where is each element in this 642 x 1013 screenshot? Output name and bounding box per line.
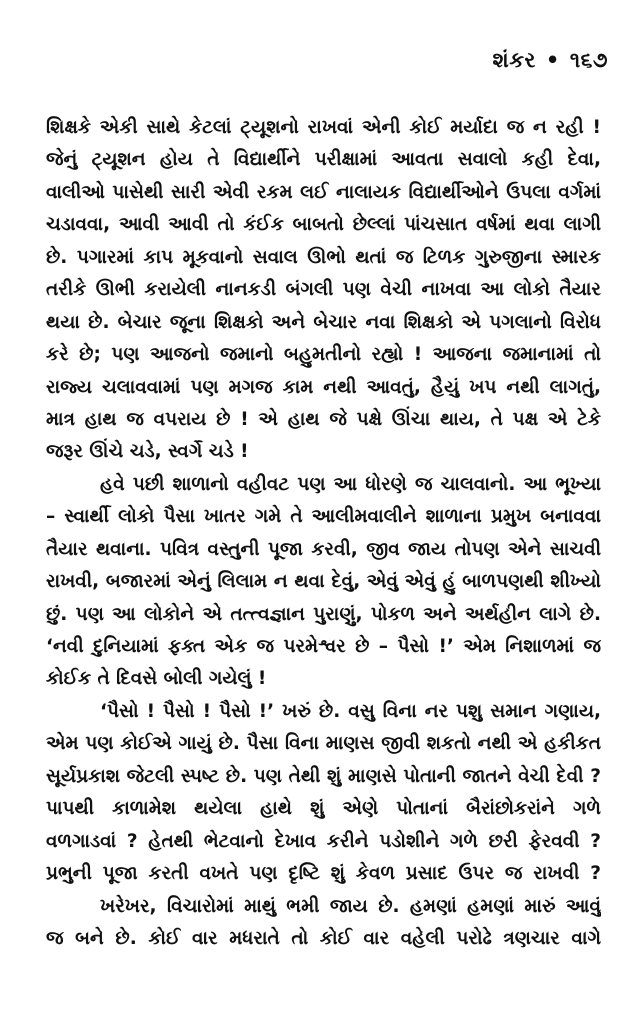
text-line: – સ્વાર્થી લોકો પૈસા ખાતર ગમે તે આલીમવાલીને શાળાના પ્રમુખ બનાવવા	[46, 506, 601, 528]
text-line: જ બને છે. કોઈ વાર મધરાતે તો કોઈ વાર વહેલી પરોઢે ત્રણચાર વાગે	[46, 927, 601, 949]
text-line: કોઈક તે દિવસે બોલી ગયેલું !	[46, 668, 267, 690]
running-head-separator: •	[545, 48, 560, 72]
text-line: છું. પણ આ લોકોને એ તત્ત્વજ્ઞાન પુરાણું, પોકળ અને અર્થહીન લાગે છે.	[46, 603, 601, 625]
text-line: સૂર્યપ્રકાશ જેટલી સ્પષ્ટ છે. પણ તેથી શું માણસે પોતાની જાતને વેચી દેવી ?	[46, 765, 601, 787]
running-head-title: શંકર	[492, 48, 536, 72]
text-line: જેનું ટ્યૂશન હોય તે વિદ્યાર્થીને પરીક્ષામાં આવતા સવાલો કહી દેવા,	[46, 149, 601, 171]
text-line: શિક્ષકે એકી સાથે કેટલાં ટ્યૂશનો રાખવાં એની કોઈ મર્યાદા જ ન રહી !	[46, 117, 601, 138]
text-line: થયા છે. બેચાર જૂના શિક્ષકો અને બેચાર નવા શિક્ષકો એ પગલાનો વિરોધ	[46, 311, 601, 333]
text-line: છે. પગારમાં કાપ મૂકવાનો સવાલ ઊભો થતાં જ ટિળક ગુરુજીના સ્મારક	[46, 246, 601, 268]
text-line: ખરેખર, વિચારોમાં માથું ભમી જાય છે. હમણાં હમણાં મારું આવું	[100, 895, 601, 917]
page-number: ૧૬૭	[569, 48, 608, 72]
text-line: ચડાવવા, આવી આવી તો કંઈક બાબતો છેલ્લાં પાંચસાત વર્ષમાં થવા લાગી	[46, 214, 601, 236]
text-line: ‘નવી દુનિયામાં ફક્ત એક જ પરમેશ્વર છે – પૈસો !’ એમ નિશાળમાં જ	[46, 636, 601, 657]
text-line: જરૂર ઊંચે ચડે, સ્વર્ગે ચડે !	[46, 441, 249, 463]
text-line: કરે છે; પણ આજનો જમાનો બહુમતીનો રહ્યો ! આજના જમાનામાં તો	[46, 344, 601, 366]
text-line: એમ પણ કોઈએ ગાયું છે. પૈસા વિના માણસ જીવી શકતો નથી એ હકીકત	[46, 733, 601, 755]
text-line: માત્ર હાથ જ વપરાય છે ! એ હાથ જે પક્ષે ઊંચા થાય, તે પક્ષ એ ટેકે	[46, 408, 601, 430]
running-head	[493, 48, 608, 73]
text-line: ‘પૈસો ! પૈસો ! પૈસો !’ ખરું છે. વસુ વિના નર પશુ સમાન ગણાય,	[100, 700, 601, 722]
text-line: વાલીઓ પાસેથી સારી એવી રકમ લઈ નાલાયક વિદ્યાર્થીઓને ઉપલા વર્ગમાં	[46, 181, 601, 203]
text-line: હવે પછી શાળાનો વહીવટ પણ આ ધોરણે જ ચાલવાનો. આ ભૂખ્યા	[100, 473, 601, 495]
text-line: રાજ્ય ચલાવવામાં પણ મગજ કામ નથી આવતું, હૈયું ખપ નથી લાગતું,	[46, 376, 601, 398]
text-line: વળગાડવાં ? હેતથી ભેટવાનો દેખાવ કરીને પડોશીને ગળે છરી ફેરવવી ?	[46, 830, 601, 852]
text-line: પાપથી કાળામેશ થયેલા હાથે શું એણે પોતાનાં બૈરાંછોકરાંને ગળે	[46, 798, 601, 820]
text-line: તરીકે ઊભી કરાયેલી નાનકડી બંગલી પણ વેચી નાખવા આ લોકો તૈયાર	[46, 279, 601, 301]
text-line: પ્રભુની પૂજા કરતી વખતે પણ દૃષ્ટિ શું કેવળ પ્રસાદ ઉપર જ રાખવી ?	[46, 863, 601, 885]
body-text	[46, 112, 601, 955]
text-line: રાખવી, બજારમાં એનું લિલામ ન થવા દેવું, એવું એવું હું બાળપણથી શીખ્યો	[46, 571, 601, 593]
text-line: તૈયાર થવાના. પવિત્ર વસ્તુની પૂજા કરવી, જીવ જાય તોપણ એને સાચવી	[46, 538, 601, 560]
